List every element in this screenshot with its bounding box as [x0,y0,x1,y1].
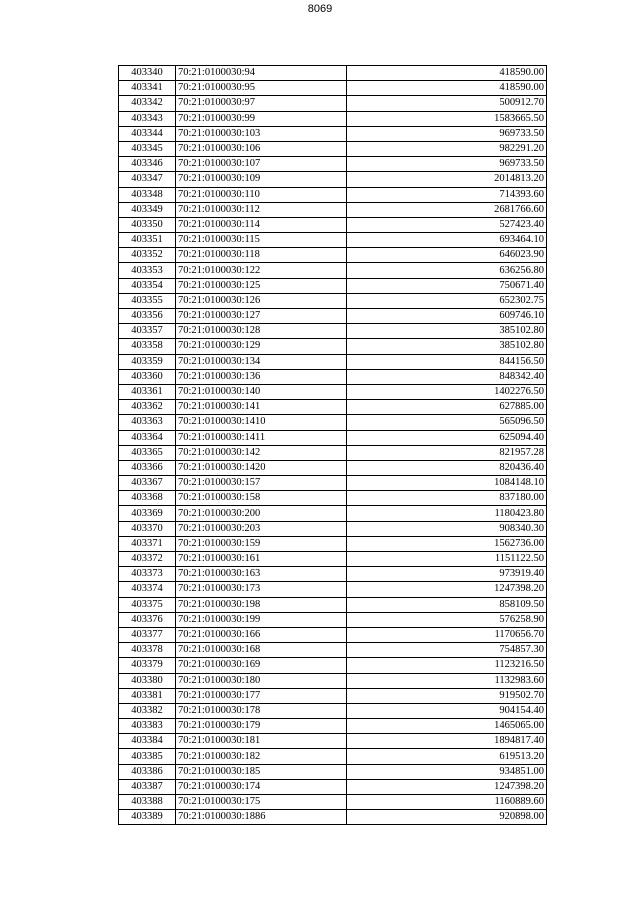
cadastral-value-cell: 1160889.60 [347,795,547,810]
cadastral-number-cell: 70:21:0100030:1886 [176,810,347,825]
table-row [119,187,547,202]
cadastral-value-cell: 385102.80 [347,339,547,354]
cadastral-value-cell: 919502.70 [347,688,547,703]
table-row [119,384,547,399]
cadastral-number-cell: 70:21:0100030:110 [176,187,347,202]
cadastral-value-cell: 693464.10 [347,233,547,248]
row-number-cell: 403379 [119,658,176,673]
cadastral-number-cell: 70:21:0100030:198 [176,597,347,612]
table-row [119,552,547,567]
row-number-cell: 403367 [119,476,176,491]
cadastral-number-cell: 70:21:0100030:177 [176,688,347,703]
row-number-cell: 403372 [119,552,176,567]
cadastral-value-cell: 527423.40 [347,217,547,232]
row-number-cell: 403354 [119,278,176,293]
row-number-cell: 403384 [119,734,176,749]
table-row [119,309,547,324]
table-row [119,582,547,597]
row-number-cell: 403371 [119,536,176,551]
table-row [119,521,547,536]
row-number-cell: 403374 [119,582,176,597]
cadastral-number-cell: 70:21:0100030:128 [176,324,347,339]
cadastral-number-cell: 70:21:0100030:118 [176,248,347,263]
cadastral-value-cell: 576258.90 [347,612,547,627]
cadastral-number-cell: 70:21:0100030:109 [176,172,347,187]
table-row [119,81,547,96]
cadastral-value-cell: 844156.50 [347,354,547,369]
table-row [119,597,547,612]
cadastral-number-cell: 70:21:0100030:173 [176,582,347,597]
cadastral-number-cell: 70:21:0100030:99 [176,111,347,126]
cadastral-value-cell: 750671.40 [347,278,547,293]
table-row [119,749,547,764]
table-row [119,719,547,734]
cadastral-value-cell: 1247398.20 [347,779,547,794]
table-row [119,703,547,718]
cadastral-number-cell: 70:21:0100030:157 [176,476,347,491]
row-number-cell: 403370 [119,521,176,536]
cadastral-value-cell: 920898.00 [347,810,547,825]
cadastral-value-cell: 904154.40 [347,703,547,718]
row-number-cell: 403356 [119,309,176,324]
table-body [119,66,547,825]
table-row [119,673,547,688]
cadastral-number-cell: 70:21:0100030:158 [176,491,347,506]
cadastral-number-cell: 70:21:0100030:140 [176,384,347,399]
row-number-cell: 403383 [119,719,176,734]
cadastral-number-cell: 70:21:0100030:159 [176,536,347,551]
table-row [119,627,547,642]
row-number-cell: 403381 [119,688,176,703]
cadastral-number-cell: 70:21:0100030:112 [176,202,347,217]
cadastral-value-cell: 1562736.00 [347,536,547,551]
cadastral-number-cell: 70:21:0100030:166 [176,627,347,642]
row-number-cell: 403348 [119,187,176,202]
cadastral-value-cell: 2014813.20 [347,172,547,187]
cadastral-value-cell: 619513.20 [347,749,547,764]
cadastral-number-cell: 70:21:0100030:185 [176,764,347,779]
row-number-cell: 403350 [119,217,176,232]
cadastral-number-cell: 70:21:0100030:175 [176,795,347,810]
table-row [119,248,547,263]
cadastral-number-cell: 70:21:0100030:94 [176,66,347,81]
row-number-cell: 403355 [119,293,176,308]
table-row [119,643,547,658]
row-number-cell: 403340 [119,66,176,81]
table-row [119,430,547,445]
table-row [119,369,547,384]
cadastral-number-cell: 70:21:0100030:163 [176,567,347,582]
cadastral-number-cell: 70:21:0100030:107 [176,157,347,172]
table-row [119,460,547,475]
row-number-cell: 403389 [119,810,176,825]
row-number-cell: 403361 [119,384,176,399]
cadastral-number-cell: 70:21:0100030:180 [176,673,347,688]
row-number-cell: 403345 [119,141,176,156]
cadastral-value-cell: 1402276.50 [347,384,547,399]
table-row [119,339,547,354]
cadastral-value-cell: 1151122.50 [347,552,547,567]
cadastral-number-cell: 70:21:0100030:1411 [176,430,347,445]
row-number-cell: 403363 [119,415,176,430]
cadastral-value-cell: 714393.60 [347,187,547,202]
table-row [119,66,547,81]
row-number-cell: 403369 [119,506,176,521]
table-row [119,126,547,141]
row-number-cell: 403378 [119,643,176,658]
row-number-cell: 403344 [119,126,176,141]
cadastral-value-cell: 636256.80 [347,263,547,278]
row-number-cell: 403382 [119,703,176,718]
row-number-cell: 403373 [119,567,176,582]
cadastral-number-cell: 70:21:0100030:134 [176,354,347,369]
page-number: 8069 [307,3,333,15]
row-number-cell: 403368 [119,491,176,506]
cadastral-number-cell: 70:21:0100030:178 [176,703,347,718]
cadastral-number-cell: 70:21:0100030:200 [176,506,347,521]
cadastral-value-cell: 1180423.80 [347,506,547,521]
cadastral-value-cell: 754857.30 [347,643,547,658]
row-number-cell: 403366 [119,460,176,475]
cadastral-number-cell: 70:21:0100030:174 [176,779,347,794]
table-row [119,172,547,187]
cadastral-value-cell: 646023.90 [347,248,547,263]
cadastral-number-cell: 70:21:0100030:142 [176,445,347,460]
cadastral-number-cell: 70:21:0100030:1410 [176,415,347,430]
cadastral-number-cell: 70:21:0100030:169 [176,658,347,673]
row-number-cell: 403353 [119,263,176,278]
cadastral-value-cell: 858109.50 [347,597,547,612]
cadastral-value-cell: 1894817.40 [347,734,547,749]
cadastral-value-cell: 848342.40 [347,369,547,384]
row-number-cell: 403357 [119,324,176,339]
cadastral-value-cell: 625094.40 [347,430,547,445]
cadastral-value-cell: 973919.40 [347,567,547,582]
table-row [119,415,547,430]
table-row [119,293,547,308]
cadastral-value-cell: 385102.80 [347,324,547,339]
cadastral-value-cell: 2681766.60 [347,202,547,217]
row-number-cell: 403377 [119,627,176,642]
table-row [119,612,547,627]
cadastral-number-cell: 70:21:0100030:106 [176,141,347,156]
row-number-cell: 403376 [119,612,176,627]
row-number-cell: 403341 [119,81,176,96]
row-number-cell: 403342 [119,96,176,111]
cadastral-value-cell: 418590.00 [347,81,547,96]
table-row [119,96,547,111]
row-number-cell: 403364 [119,430,176,445]
row-number-cell: 403351 [119,233,176,248]
cadastral-number-cell: 70:21:0100030:114 [176,217,347,232]
row-number-cell: 403352 [119,248,176,263]
table-row [119,445,547,460]
table-row [119,233,547,248]
cadastral-number-cell: 70:21:0100030:136 [176,369,347,384]
table-row [119,278,547,293]
row-number-cell: 403362 [119,400,176,415]
row-number-cell: 403358 [119,339,176,354]
cadastral-number-cell: 70:21:0100030:122 [176,263,347,278]
table-row [119,536,547,551]
cadastral-value-cell: 1465065.00 [347,719,547,734]
table-row [119,764,547,779]
table-row [119,779,547,794]
cadastral-number-cell: 70:21:0100030:97 [176,96,347,111]
table-row [119,217,547,232]
cadastral-value-cell: 934851.00 [347,764,547,779]
cadastral-value-cell: 1583665.50 [347,111,547,126]
table-row [119,157,547,172]
cadastral-number-cell: 70:21:0100030:168 [176,643,347,658]
row-number-cell: 403375 [119,597,176,612]
cadastral-value-table [118,65,547,825]
cadastral-value-cell: 500912.70 [347,96,547,111]
cadastral-number-cell: 70:21:0100030:203 [176,521,347,536]
cadastral-number-cell: 70:21:0100030:141 [176,400,347,415]
cadastral-number-cell: 70:21:0100030:1420 [176,460,347,475]
cadastral-value-cell: 627885.00 [347,400,547,415]
cadastral-value-cell: 908340.30 [347,521,547,536]
cadastral-value-cell: 1132983.60 [347,673,547,688]
table-row [119,506,547,521]
cadastral-number-cell: 70:21:0100030:181 [176,734,347,749]
row-number-cell: 403359 [119,354,176,369]
cadastral-number-cell: 70:21:0100030:127 [176,309,347,324]
cadastral-number-cell: 70:21:0100030:161 [176,552,347,567]
cadastral-value-cell: 652302.75 [347,293,547,308]
cadastral-value-cell: 969733.50 [347,157,547,172]
cadastral-number-cell: 70:21:0100030:179 [176,719,347,734]
table-row [119,476,547,491]
row-number-cell: 403385 [119,749,176,764]
row-number-cell: 403343 [119,111,176,126]
table-row [119,400,547,415]
table-row [119,491,547,506]
cadastral-value-cell: 821957.28 [347,445,547,460]
cadastral-value-cell: 418590.00 [347,66,547,81]
row-number-cell: 403346 [119,157,176,172]
cadastral-number-cell: 70:21:0100030:182 [176,749,347,764]
table-row [119,795,547,810]
table-row [119,658,547,673]
row-number-cell: 403360 [119,369,176,384]
row-number-cell: 403387 [119,779,176,794]
row-number-cell: 403347 [119,172,176,187]
row-number-cell: 403349 [119,202,176,217]
cadastral-value-cell: 982291.20 [347,141,547,156]
cadastral-value-cell: 1170656.70 [347,627,547,642]
cadastral-value-cell: 1247398.20 [347,582,547,597]
cadastral-value-cell: 969733.50 [347,126,547,141]
row-number-cell: 403388 [119,795,176,810]
row-number-cell: 403365 [119,445,176,460]
cadastral-value-cell: 609746.10 [347,309,547,324]
table-row [119,202,547,217]
row-number-cell: 403380 [119,673,176,688]
table-row [119,688,547,703]
table-row [119,810,547,825]
cadastral-value-cell: 837180.00 [347,491,547,506]
cadastral-value-cell: 1084148.10 [347,476,547,491]
table-row [119,354,547,369]
cadastral-number-cell: 70:21:0100030:126 [176,293,347,308]
table-row [119,141,547,156]
table-row [119,111,547,126]
table-row [119,567,547,582]
table-row [119,324,547,339]
cadastral-number-cell: 70:21:0100030:115 [176,233,347,248]
table-row [119,263,547,278]
table-row [119,734,547,749]
row-number-cell: 403386 [119,764,176,779]
cadastral-value-cell: 1123216.50 [347,658,547,673]
cadastral-number-cell: 70:21:0100030:103 [176,126,347,141]
cadastral-number-cell: 70:21:0100030:125 [176,278,347,293]
cadastral-number-cell: 70:21:0100030:95 [176,81,347,96]
cadastral-number-cell: 70:21:0100030:199 [176,612,347,627]
cadastral-value-cell: 820436.40 [347,460,547,475]
cadastral-number-cell: 70:21:0100030:129 [176,339,347,354]
cadastral-value-cell: 565096.50 [347,415,547,430]
